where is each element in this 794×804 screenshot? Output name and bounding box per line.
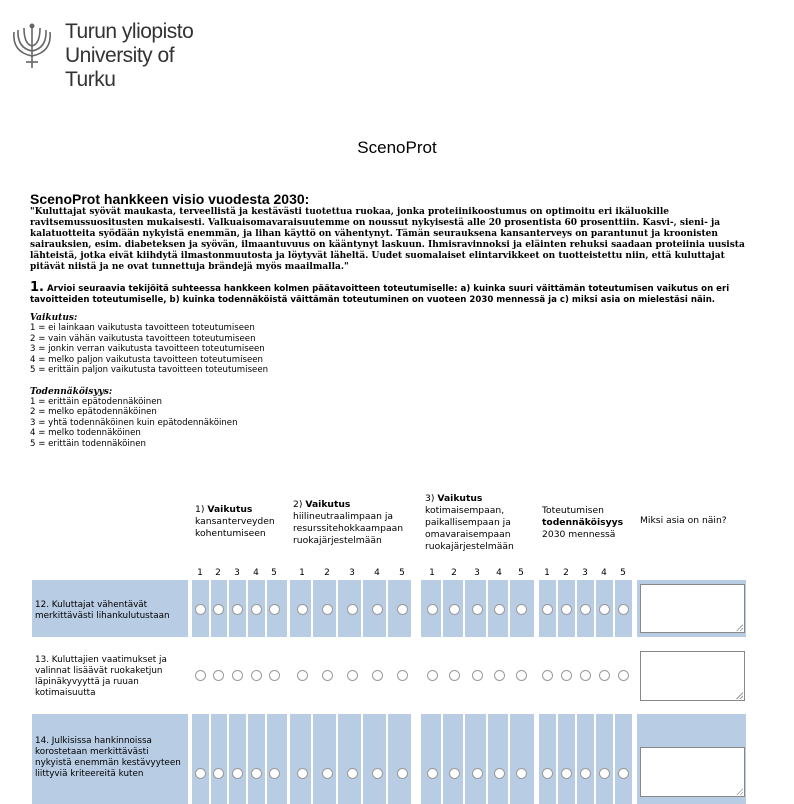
scale-number: 5 (271, 568, 277, 578)
radio-option[interactable] (232, 604, 243, 615)
radio-option[interactable] (251, 768, 262, 779)
scale-number: 4 (496, 568, 502, 578)
resize-handle-icon[interactable] (736, 692, 743, 699)
question-number: 1. (30, 280, 44, 295)
column-header-4 (542, 505, 637, 541)
answer-group-background (539, 714, 632, 804)
cell-divider (336, 580, 338, 637)
radio-option[interactable] (372, 604, 383, 615)
radio-option[interactable] (372, 768, 383, 779)
radio-option[interactable] (580, 768, 591, 779)
radio-option[interactable] (599, 768, 610, 779)
radio-option[interactable] (542, 670, 553, 681)
radio-option[interactable] (269, 670, 280, 681)
radio-option[interactable] (297, 768, 308, 779)
row-label: 14. Julkisissa hankinnoissa korostetaan merkittävästi nykyistä enemmän kestävyyteen liittyviä kriteereitä kuten (35, 736, 181, 779)
cell-divider (463, 580, 465, 637)
radio-option[interactable] (269, 768, 280, 779)
logo-line-1: Turun yliopisto (65, 20, 194, 43)
scale-number: 5 (620, 568, 626, 578)
scale-todennakoisyys-item: 2 = melko epätodennäköinen (30, 407, 157, 417)
cell-divider (265, 714, 267, 804)
cell-divider (311, 714, 313, 804)
radio-option[interactable] (618, 768, 629, 779)
radio-option[interactable] (347, 768, 358, 779)
cell-divider (311, 580, 313, 637)
radio-option[interactable] (516, 604, 527, 615)
vision-text: "Kuluttajat syövät maukasta, terveellistä ja kestävästi tuotettua ruokaa, jonka proteiinikoostumus on optimoitu eri ikäluokille ravitsemussuositusten mukaisesti. Valkuaisomavaraisuutemme on noussut nykyisestä alle 20 prosentista 60 prosenttiin. Kasvi-, sieni- ja kalatuotteita syödään nykyistä enemmän, ja lihan käyttö on vähentynyt. Tämän seurauksena kansanterveys on parantunut ja kroonisten sairauksien, esim. diabeteksen ja syövän, ilmaantuvuus on kääntynyt laskuun. Ihmisravinnoksi ja eläinten rehuksi saadaan proteiinia uusista lähteistä, jotka eivät kiihdytä ilmastonmuutosta ja löytyvät läheltä. Uudet suomalaiset elintarvikkeet on tuotteistettu niin, että kuluttajat pitävät niistä ja ne ovat tunnettuja brändejä myös maailmalla." (30, 207, 745, 272)
column-1-bold: Vaikutus (207, 504, 253, 515)
scale-todennakoisyys-item: 1 = erittäin epätodennäköinen (30, 396, 162, 407)
comment-textarea[interactable] (640, 747, 745, 797)
radio-option[interactable] (397, 670, 408, 681)
comment-textarea[interactable] (640, 584, 745, 633)
radio-option[interactable] (322, 604, 333, 615)
scale-vaikutus-item: 1 = ei lainkaan vaikutusta tavoitteen toteutumiseen (30, 323, 255, 333)
radio-option[interactable] (472, 670, 483, 681)
radio-option[interactable] (580, 604, 591, 615)
radio-option[interactable] (322, 670, 333, 681)
cell-divider (227, 580, 229, 637)
radio-option[interactable] (372, 670, 383, 681)
radio-option[interactable] (494, 604, 505, 615)
row-label: 12. Kuluttajat vähentävät merkittävästi lihankulutustaan (35, 600, 170, 621)
cell-divider (227, 714, 229, 804)
question-1 (30, 280, 762, 305)
resize-handle-icon[interactable] (736, 788, 743, 795)
radio-option[interactable] (397, 768, 408, 779)
cell-divider (594, 714, 596, 804)
radio-option[interactable] (322, 768, 333, 779)
scale-number: 4 (601, 568, 607, 578)
table-row (32, 714, 746, 804)
radio-option[interactable] (449, 670, 460, 681)
radio-option[interactable] (251, 670, 262, 681)
radio-option[interactable] (427, 670, 438, 681)
column-2-bold: Vaikutus (305, 499, 351, 510)
scale-number: 5 (518, 568, 524, 578)
cell-divider (556, 714, 558, 804)
scale-number: 2 (324, 568, 330, 578)
scale-todennakoisyys-item: 4 = melko todennäköinen (30, 428, 141, 438)
scale-number: 1 (197, 568, 203, 578)
column-1-text: kansanterveyden kohentumiseen (195, 516, 275, 539)
comment-textarea[interactable] (640, 651, 745, 701)
radio-option[interactable] (232, 768, 243, 779)
radio-option[interactable] (542, 604, 553, 615)
column-4-post: 2030 mennessä (542, 529, 616, 540)
cell-divider (463, 714, 465, 804)
university-logo (8, 20, 208, 91)
radio-option[interactable] (516, 670, 527, 681)
radio-option[interactable] (427, 768, 438, 779)
radio-option[interactable] (347, 604, 358, 615)
scale-number: 3 (349, 568, 355, 578)
radio-option[interactable] (494, 670, 505, 681)
cell-divider (508, 714, 510, 804)
scale-number: 4 (374, 568, 380, 578)
resize-handle-icon[interactable] (736, 624, 743, 631)
column-4-bold: todennäköisyys (542, 517, 624, 528)
column-3-bold: Vaikutus (437, 493, 483, 504)
cell-divider (265, 580, 267, 637)
row-label: 13. Kuluttajien vaatimukset ja valinnat lisäävät ruokaketjun läpinäkyvyyttä ja ruuan kotimaisuutta (35, 655, 167, 698)
radio-option[interactable] (269, 604, 280, 615)
scale-number: 3 (582, 568, 588, 578)
cell-divider (386, 714, 388, 804)
intro-section (30, 192, 762, 449)
cell-divider (594, 580, 596, 637)
radio-option[interactable] (449, 604, 460, 615)
scale-number: 2 (563, 568, 569, 578)
vision-heading: ScenoProt hankkeen visio vuodesta 2030: (30, 191, 310, 207)
scale-number: 5 (399, 568, 405, 578)
scale-vaikutus-item: 3 = jonkin verran vaikutusta tavoitteen toteutumiseen (30, 344, 265, 354)
cell-divider (441, 580, 443, 637)
column-header-3 (425, 493, 533, 553)
column-header-1 (195, 504, 287, 540)
radio-option[interactable] (472, 768, 483, 779)
logo-wordmark (65, 20, 208, 92)
radio-option[interactable] (297, 670, 308, 681)
cell-divider (613, 714, 615, 804)
scale-number: 1 (544, 568, 550, 578)
cell-divider (441, 714, 443, 804)
scale-number: 1 (299, 568, 305, 578)
column-4-pre: Toteutumisen (542, 505, 604, 516)
scale-todennakoisyys-item: 5 = erittäin todennäköinen (30, 438, 146, 449)
answer-group-background (192, 714, 287, 804)
university-seal-icon (8, 22, 56, 72)
column-header-5: Miksi asia on näin? (640, 515, 727, 526)
scale-vaikutus-title: Vaikutus: (30, 313, 78, 323)
scale-vaikutus-item: 5 = erittäin paljon vaikutusta tavoitteen toteutumiseen (30, 365, 269, 375)
radio-option[interactable] (427, 604, 438, 615)
cell-divider (613, 580, 615, 637)
cell-divider (556, 580, 558, 637)
column-1-number: 1) (195, 504, 205, 515)
page-title: ScenoProt (357, 138, 437, 157)
cell-divider (361, 714, 363, 804)
radio-option[interactable] (251, 604, 262, 615)
scale-number: 3 (234, 568, 240, 578)
answer-group-background (290, 714, 411, 804)
table-row (32, 580, 746, 637)
radio-option[interactable] (599, 670, 610, 681)
radio-option[interactable] (580, 670, 591, 681)
radio-option[interactable] (561, 670, 572, 681)
radio-option[interactable] (195, 604, 206, 615)
radio-option[interactable] (195, 768, 206, 779)
radio-option[interactable] (213, 768, 224, 779)
radio-option[interactable] (472, 604, 483, 615)
radio-option[interactable] (397, 604, 408, 615)
scale-vaikutus-item: 4 = melko paljon vaikutusta tavoitteen toteutumiseen (30, 354, 263, 365)
radio-option[interactable] (232, 670, 243, 681)
column-header-2 (293, 499, 418, 547)
radio-option[interactable] (516, 768, 527, 779)
radio-option[interactable] (297, 604, 308, 615)
column-2-text: hiilineutraalimpaan ja resurssitehokkaampaan ruokajärjestelmään (293, 511, 404, 546)
radio-option[interactable] (599, 604, 610, 615)
cell-divider (209, 714, 211, 804)
question-text: Arvioi seuraavia tekijöitä suhteessa hankkeen kolmen päätavoitteen toteutumiselle: a) kuinka suuri väittämän toteutumisen vaikutus on eri tavoitteiden toteutumiselle, b) kuinka todennäköistä väittämän toteutuminen on vuoteen 2030 mennessä ja c) miksi asia on mielestäsi näin. (30, 284, 730, 305)
scale-todennakoisyys-title: Todennäköisyys: (30, 386, 113, 397)
cell-divider (336, 714, 338, 804)
radio-option[interactable] (195, 670, 206, 681)
cell-divider (508, 580, 510, 637)
cell-divider (486, 580, 488, 637)
scale-number: 2 (451, 568, 457, 578)
table-row (32, 645, 746, 707)
scale-number: 3 (474, 568, 480, 578)
column-3-number: 3) (425, 493, 435, 504)
radio-option[interactable] (213, 670, 224, 681)
scale-number: 1 (429, 568, 435, 578)
scale-number: 4 (253, 568, 259, 578)
cell-divider (486, 714, 488, 804)
column-2-number: 2) (293, 499, 303, 510)
answer-group-background (421, 714, 534, 804)
cell-divider (209, 580, 211, 637)
scale-todennakoisyys-item: 3 = yhtä todennäköinen kuin epätodennäköinen (30, 417, 238, 428)
cell-divider (386, 580, 388, 637)
radio-option[interactable] (347, 670, 358, 681)
radio-option[interactable] (618, 670, 629, 681)
logo-line-2: University of Turku (65, 44, 175, 91)
cell-divider (246, 580, 248, 637)
column-3-text: kotimaisempaan, paikallisempaan ja omavaraisempaan ruokajärjestelmään (425, 505, 514, 552)
cell-divider (361, 580, 363, 637)
cell-divider (575, 714, 577, 804)
cell-divider (575, 580, 577, 637)
scale-number: 2 (215, 568, 221, 578)
radio-option[interactable] (449, 768, 460, 779)
radio-option[interactable] (618, 604, 629, 615)
scale-vaikutus-item: 2 = vain vähän vaikutusta tavoitteen toteutumiseen (30, 333, 256, 344)
radio-option[interactable] (213, 604, 224, 615)
radio-option[interactable] (561, 768, 572, 779)
radio-option[interactable] (494, 768, 505, 779)
radio-option[interactable] (561, 604, 572, 615)
cell-divider (246, 714, 248, 804)
radio-option[interactable] (542, 768, 553, 779)
